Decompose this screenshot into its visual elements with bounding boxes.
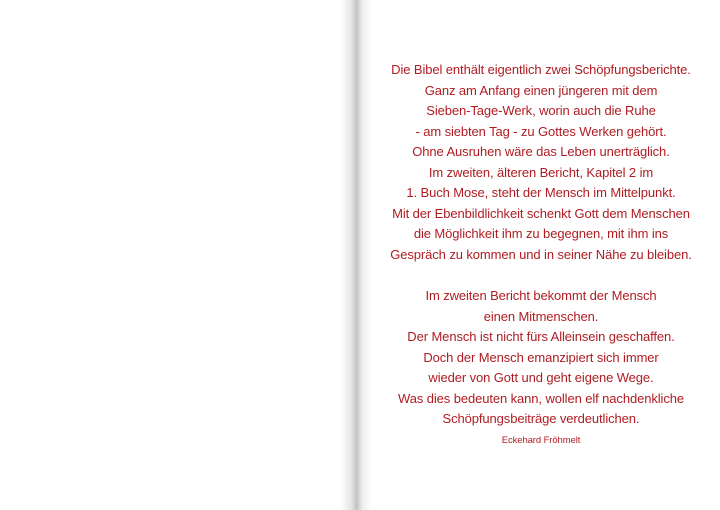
text-line: Was dies bedeuten kann, wollen elf nachdenkliche bbox=[398, 390, 684, 406]
text-line: einen Mitmenschen. bbox=[483, 308, 599, 324]
text-line: Der Mensch ist nicht fürs Alleinsein geschaffen. bbox=[407, 329, 675, 344]
text-line: Ganz am Anfang einen jüngeren mit dem bbox=[424, 82, 658, 98]
paragraph-1 bbox=[362, 60, 720, 265]
text-line: - am siebten Tag - zu Gottes Werken gehört. bbox=[415, 123, 667, 139]
text-line: wieder von Gott und geht eigene Wege. bbox=[428, 370, 654, 385]
text-line: 1. Buch Mose, steht der Mensch im Mittelpunkt. bbox=[406, 185, 676, 200]
paragraph-2 bbox=[362, 286, 720, 430]
right-page bbox=[362, 0, 720, 510]
text-line: Sieben-Tage-Werk, worin auch die Ruhe bbox=[426, 103, 656, 118]
text-line: Im zweiten Bericht bekommt der Mensch bbox=[425, 288, 657, 303]
text-line: Gespräch zu kommen und in seiner Nähe zu bleiben. bbox=[390, 246, 692, 262]
text-line: Die Bibel enthält eigentlich zwei Schöpfungsberichte. bbox=[391, 62, 691, 77]
text-line: Im zweiten, älteren Bericht, Kapitel 2 im bbox=[428, 164, 654, 180]
text-line: Doch der Mensch emanzipiert sich immer bbox=[423, 349, 659, 365]
text-line: Schöpfungsbeiträge verdeutlichen. bbox=[442, 411, 640, 426]
left-page-blank bbox=[0, 0, 356, 510]
author-signature: Eckehard Fröhmelt bbox=[501, 434, 581, 446]
text-line: Ohne Ausruhen wäre das Leben unerträglich. bbox=[412, 144, 670, 159]
foreword-text bbox=[362, 60, 720, 448]
text-line: die Möglichkeit ihm zu begegnen, mit ihm ins bbox=[413, 226, 669, 241]
text-line: Mit der Ebenbildlichkeit schenkt Gott dem Menschen bbox=[392, 205, 690, 221]
paragraph-spacer bbox=[362, 265, 720, 286]
